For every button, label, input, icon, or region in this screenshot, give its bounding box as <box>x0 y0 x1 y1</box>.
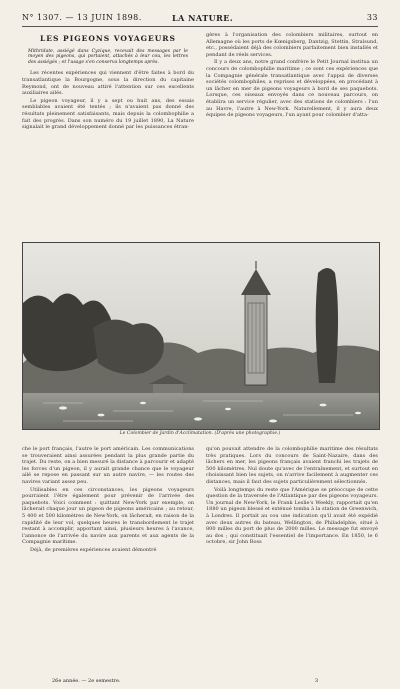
paragraph: Il y a deux ans, notre grand confrère le Petit Journal institua un concours de colombophilie maritime ; ce sont ces expériences que la Compagnie générale transatlantique avec l'appui de diverses sociétés colombophiles, a reprises et développées, en procédant à un lâcher en mer de pigeons voyageurs à bord de ses paquebots. Lorsque, ces oiseaux envoyés dans ce nouveau parcours, on établira un service régulier, avec des stations de colombiers : l'un au Havre, l'autre à New-York. Naturellement, il y aura deux équipes de pigeons voyageurs, l'un ayant pour colombier d'atta- <box>206 59 378 119</box>
paragraph: Utilisables en ces circonstances, les pigeons voyageurs pourraient l'être également pour prévenir de l'arrivée des paquebots. Voici comment : quittant New-York par exemple, on lâcherait chaque jour un pigeon de pigeons américains ; au retour, 5 400 et 500 kilomètres de New-York, on lâcherait, en raison de la rapidité de leur vol, quelques heures le transbordement le trajet restant à accomplir, apportant ainsi, plusieurs heures à l'avance, l'annonce de l'arrivée du navire aux parents et aux agents de la Compagnie maritime. <box>22 486 194 546</box>
paragraph: gères à l'organisation des colombiers militaires, surtout en Allemagne où les ports de Kœnigsberg, Dantzig, Stettin, Stralsund, etc., possédaient déjà des colombiers parfaitement bien installés et pendant de réels services. <box>206 32 378 58</box>
journal-title: LA NATURE. <box>172 13 234 23</box>
paragraph: Le pigeon voyageur, il y a sept ou huit ans, des essais semblables avaient été tentés ; ils n'avaient pas donné des résultats pleinement satisfaisants, mais depuis la colombophilie a fait des progrès. Dans son numéro du 19 juillet 1890, La Nature signalait le grand développement donné par les puissances étran- <box>22 97 194 131</box>
volume-info: 26e année. — 2e semestre. <box>52 678 121 684</box>
paragraph: che le port français, l'autre le port américain. Les communications se trouveraient ainsi assurées pendant la plus grande partie du trajet. Du reste, on a bien mesuré la distance à parcourir et adapté les forces d'un pigeon, il y aurait grande chance que le voyageur ailé se repose en passant sur un autre navire, — les routes des navires variant assez peu. <box>22 446 194 485</box>
document-page <box>22 10 378 684</box>
figure-caption: Le Colombier de Jardin d'Acclimatation. (D'après une photographie.) <box>119 431 281 436</box>
article-intro: Mithridate, assiégé dans Cyzique, recevait des messages par le moyen des pigeons, qui portaient, attachés à leur cou, les lettres des assiégés ; et l'usage s'en conserva longtemps après. <box>28 48 188 65</box>
issue-info: N° 1307. — 13 JUIN 1898. <box>22 13 142 22</box>
dovecote-illustration <box>22 242 380 430</box>
header-divider <box>22 26 378 27</box>
column-top-left <box>22 32 194 238</box>
column-bottom-right <box>206 446 378 676</box>
paragraph: qu'on pouvait attendre de la colombophilie maritime des résultats très pratiques. Lors du concours de Saint-Nazaire, dans des lâchers en mer, les pigeons français avaient franchi les trajets de 500 kilomètres. Nul doute qu'avec de l'entraînement, et surtout en choisissant bien les sujets, on n'arrive facilement à augmenter ces distances, mais il faut des sujets particulièrement sélectionnés. <box>206 446 378 485</box>
paragraph: Déjà, de premières expériences avaient démontré <box>30 546 157 553</box>
column-bottom-left <box>22 446 194 676</box>
signature-mark: 3 <box>314 678 318 684</box>
page-number: 33 <box>366 13 378 22</box>
paragraph: Les récentes expériences qui viennent d'être faites à bord du transatlantique la Bourgogne, sous la direction du capitaine Reymond, ont de nouveau attiré l'attention sur ces excellents auxiliaires ailés. <box>22 70 194 97</box>
paragraph: Voilà longtemps du reste que l'Amérique se préoccupe de cette question de la traversée de l'Atlantique par des pigeons voyageurs. Un journal de New-York, le Frank Leslie's Weekly, rapportait qu'en 1880 un pigeon blessé et exténué tomba à la station de Greenwich, à Londres. Il portait au cou une indication qu'il avait été expédié avec deux autres du bateau, Wellington, de Philadelphie, situé à 800 milles du port de plus de 2000 milles. Le message fut envoyé au dos ; qui constituait l'essentiel de l'importance. En 1850, le 6 octobre, sir John Ross <box>206 486 378 546</box>
column-top-right <box>206 32 378 238</box>
article-title: LES PIGEONS VOYAGEURS <box>40 34 176 43</box>
page-header <box>22 10 378 24</box>
engraving-image <box>23 243 379 429</box>
